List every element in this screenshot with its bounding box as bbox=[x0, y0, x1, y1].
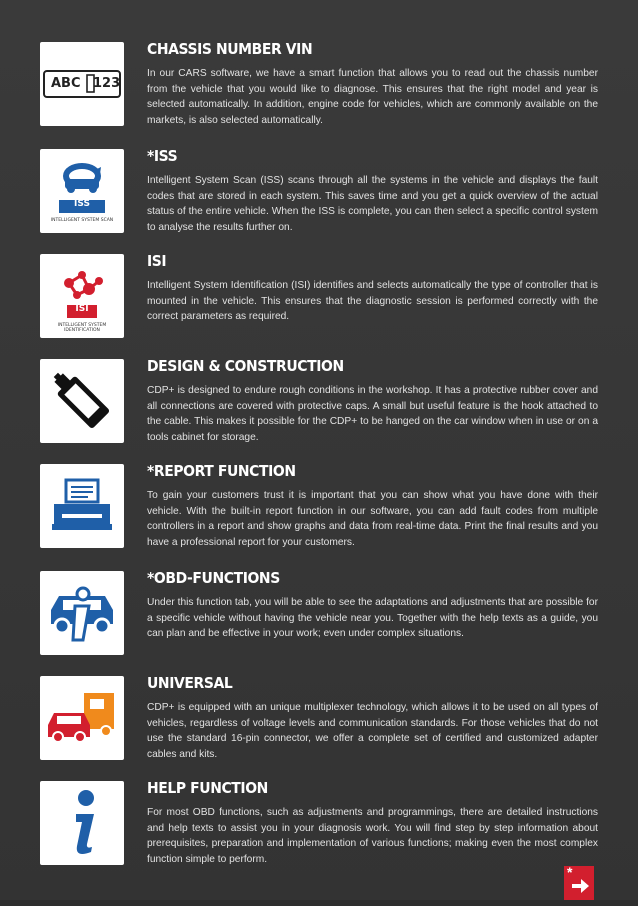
iss-icon bbox=[40, 149, 124, 233]
section-body: Intelligent System Identification (ISI) identifies and selects automatically the type of controller that is mounted in the vehicle. This ensures that the diagnostic session is performed correctly with the correct parameters as required. bbox=[147, 280, 598, 323]
iss-badge: ISS bbox=[74, 199, 90, 209]
section-body: CDP+ is designed to endure rough conditions in the workshop. It has a protective rubber cover and all connections are covered with protective caps. A small but useful feature is the hook attached to the cable. This makes it possible for the CDP+ to be hanged on the car window when in use or on a tools cabinet for storage. bbox=[147, 385, 598, 443]
section-body: To gain your customers trust it is important that you can show what you have done with their vehicle. With the built-in report function in our software, you can add fault codes from multiple controllers in a report and show graphs and data from real-time data. Print the final results and you have a professional report for your customers. bbox=[147, 490, 598, 548]
section-title: DESIGN & CONSTRUCTION bbox=[147, 357, 344, 375]
arrow-right-icon bbox=[570, 877, 590, 895]
section-title: *ISS bbox=[147, 147, 178, 165]
section-title: *OBD-FUNCTIONS bbox=[147, 569, 280, 587]
iss-caption: INTELLIGENT SYSTEM SCAN bbox=[50, 218, 114, 223]
section-body: Intelligent System Scan (ISS) scans through all the systems in the vehicle and displays the fault codes that are stored in each system. This saves time and you get a quick overview of the actual status of the entire vehicle. When the ISS is complete, you can then select a specific control system to analyse the results further on. bbox=[147, 175, 598, 233]
section-title: UNIVERSAL bbox=[147, 674, 233, 692]
section-title: HELP FUNCTION bbox=[147, 779, 268, 797]
isi-caption: INTELLIGENT SYSTEM IDENTIFICATION bbox=[57, 323, 107, 333]
section-body: Under this function tab, you will be able to see the adaptations and adjustments that are possible for a specific vehicle without having the vehicle near you. Together with the help texts as a guide, you can plan and be effective in your work; even under complex situations. bbox=[147, 597, 598, 640]
section-body: For most OBD functions, such as adjustments and programmings, there are detailed instructions and help texts to assist you in your diagnosis work. You will find step by step information about prerequisites, preparation and implementation of various functions; making even the most complex function simple to perform. bbox=[147, 807, 598, 865]
isi-badge: ISI bbox=[75, 304, 89, 314]
chassis-plate-icon bbox=[40, 42, 124, 126]
plate-left-text: ABC bbox=[51, 76, 81, 91]
info-icon bbox=[40, 781, 124, 865]
obd-car-info-icon bbox=[40, 571, 124, 655]
next-page-marker bbox=[564, 866, 594, 900]
device-icon bbox=[40, 359, 124, 443]
section-title: *REPORT FUNCTION bbox=[147, 462, 296, 480]
plate-right-text: 123 bbox=[93, 76, 121, 91]
corner-star: * bbox=[567, 864, 573, 880]
bottom-strip bbox=[0, 900, 638, 906]
section-body: In our CARS software, we have a smart function that allows you to read out the chassis number from the vehicle that you would like to diagnose. This ensures that the right model and year is selected automatically. In addition, engine code for vehicles, which are commonly available on the markets, is also selected automatically. bbox=[147, 68, 598, 126]
printer-icon bbox=[40, 464, 124, 548]
car-truck-icon bbox=[40, 676, 124, 760]
section-title: CHASSIS NUMBER VIN bbox=[147, 40, 313, 58]
isi-icon bbox=[40, 254, 124, 338]
section-title: ISI bbox=[147, 252, 167, 270]
section-body: CDP+ is equipped with an unique multiplexer technology, which allows it to be used on all types of vehicles, regardless of voltage levels and communication standards. For those vehicles that do not use the standard 16-pin connector, we offer a complete set of certified and customized adapter cables and kits. bbox=[147, 702, 598, 760]
